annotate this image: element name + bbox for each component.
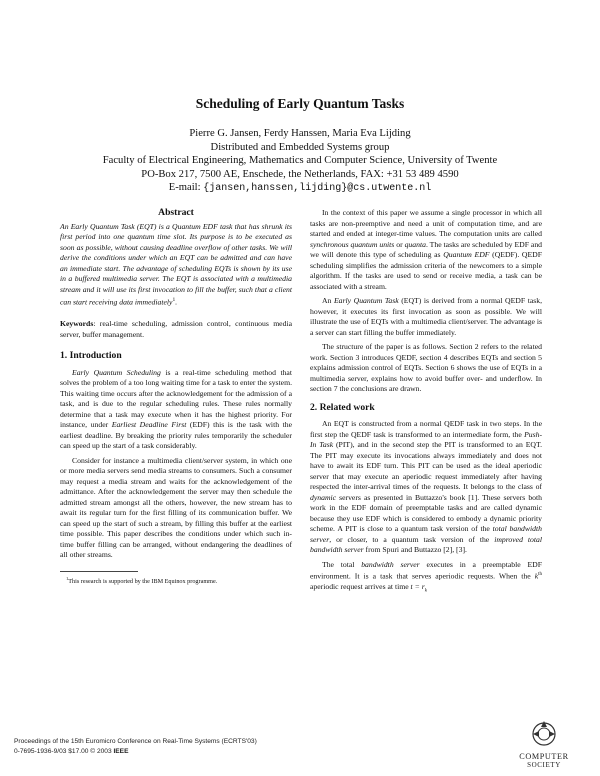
proceedings-line: Proceedings of the 15th Euromicro Conference on Real-Time Systems (ECRTS'03) [14, 738, 257, 745]
section-heading-related-work: 2. Related work [310, 401, 375, 413]
structure-paragraph: The structure of the paper is as follows. Section 2 refers to the related work. Section 3 introduces QEDF, section 4 describes EQTs and section 5 explains admission control of EQTs. Section 6 shows the use of EQTs in a multimedia server, explains how to avoid buffer over- and underflow. In section 7 the conclusions are drawn. [310, 342, 542, 393]
author-email[interactable]: {jansen,hanssen,lijding}@cs.utwente.nl [203, 183, 432, 194]
related-work-paragraph-1: An EQT is constructed from a normal QEDF task in two steps. In the first step the QEDF task is transformed to an intermediate form, the Push-In Task (PIT), and in the second step the PIT is transformed to an EQT. The PIT may execute its invocations always immediately and does not have to await its EDF turn. This PIT can be used as the ideal aperiodic server that may execute an aperiodic request immediately after having respected the inter-arrival times of the requests. It belongs to the class of dynamic servers as presented in Buttazzo's book [1]. These servers both work in the EDF domain of preemptable tasks and are called dynamic because they use EDF which is considered to embody a dynamic priority scheme. A PIT is close to a quantum task version of the total bandwidth server, or closer, to a quantum task version of the improved total bandwidth server from Spuri and Buttazzo [2], [3]. [310, 419, 542, 554]
keywords-label: Keywords [60, 319, 94, 329]
author-names: Pierre G. Jansen, Ferdy Hanssen, Maria Eva Lijding [189, 128, 411, 139]
footnote: $^1$This research is supported by the IBM Equinox programme. [66, 575, 218, 585]
intro-paragraph-1: Early Quantum Scheduling is a real-time scheduling method that solves the problem of a too long waiting time for a task to enter the system. This waiting time occurs after the acknowledgement for the admission of a task, and is due to the regular scheduling rules. These rules normally determine that a task may execute when it has the highest priority. For instance, under Earliest Deadline First (EDF) this is the task with the earliest deadline. By breaking the priority rules temporarily the scheduler can speed up the start of a task considerably. [60, 367, 292, 451]
author-faculty: Faculty of Electrical Engineering, Mathematics and Computer Science, University of Twente [102, 155, 498, 166]
logo-text-society: SOCIETY [527, 761, 561, 770]
abstract-text: An Early Quantum Task (EQT) is a Quantum EDF task that has shrunk its first period into one quantum time slot. Its purpose is to be executed as soon as possible, without causing deadline overflow of other tasks. We will derive the conditions under which an EQT can be admitted and can have an immediate start. The advantage of scheduling EQTs is shown by its use in a buffered multimedia server. The EQT is associated with a multimedia stream and it will use its first invocation to fill the buffer, such that a client can start receiving data immediately$^1$. [60, 221, 292, 307]
abstract-footnote-mark: 1 [172, 297, 176, 303]
proceedings-footer [14, 737, 257, 756]
author-email-line [0, 181, 600, 196]
section-heading-introduction: 1. Introduction [60, 350, 122, 362]
related-work-paragraph-2: The total bandwidth server executes in a preemptable EDF environment. It is a task that serves aperiodic requests. When the $k^{th}$ aperiodic request arrives at time $t = r_k$ [310, 559, 542, 594]
right-column [310, 208, 542, 597]
isbn-line: 0-7695-1936-9/03 $17.00 © 2003 IEEE [14, 747, 129, 755]
abstract-heading: Abstract [158, 207, 194, 218]
left-column [60, 208, 292, 586]
footnote-mark: 1 [66, 575, 69, 581]
footnote-rule [60, 571, 292, 572]
ieee-label: IEEE [113, 747, 129, 755]
author-group: Distributed and Embedded Systems group [210, 141, 390, 153]
intro-paragraph-2: Consider for instance a multimedia client/server system, in which one or more media servers send media streams to consumers. Such a consumer may request a media stream and waits for the acknowledgement of the admittance. After the acknowledgement the server may then schedule the admitted stream amongst all the others, however, the new stream has to await its regular turn for the first filling of its communication buffer. We can speed up the start of such a stream, by filling this buffer at the earliest time possible. This paper describes the conditions under which such in-time buffer filling can be arranged, without endangering the deadlines of all other streams. [60, 455, 292, 560]
context-paragraph: In the context of this paper we assume a single processor in which all tasks are non-preemptive and need a unit of computation time, and are started and ended at integer-time values. The computation units are called synchronous quantum units or quanta. The tasks are scheduled by EDF and we will denote this type of scheduling as Quantum EDF (QEDF). QEDF scheduling simplifies the admission criteria of the newcomers to a simple algorithm. If the tasks are used to send or receive media, a task can be associated with a stream. [310, 208, 543, 291]
paper-title: Scheduling of Early Quantum Tasks [195, 96, 405, 111]
eqt-paragraph: An Early Quantum Task (EQT) is derived from a normal QEDF task, however, it executes its first invocation as soon as possible. We will illustrate the use of EQTs with a multimedia client/server. The advantage is a server can start filling the buffer immediately. [310, 296, 542, 337]
computer-society-emblem-icon [510, 718, 578, 748]
keywords-text: : real-time scheduling, admission control, continuous media server, buffer management. [60, 319, 292, 339]
author-address: PO-Box 217, 7500 AE, Enschede, the Netherlands, FAX: +31 53 489 4590 [141, 168, 459, 180]
computer-society-logo [510, 718, 578, 768]
keywords [60, 319, 292, 340]
email-label: E-mail: [168, 182, 201, 193]
logo-text-computer: COMPUTER [519, 752, 569, 761]
author-block [0, 127, 600, 196]
